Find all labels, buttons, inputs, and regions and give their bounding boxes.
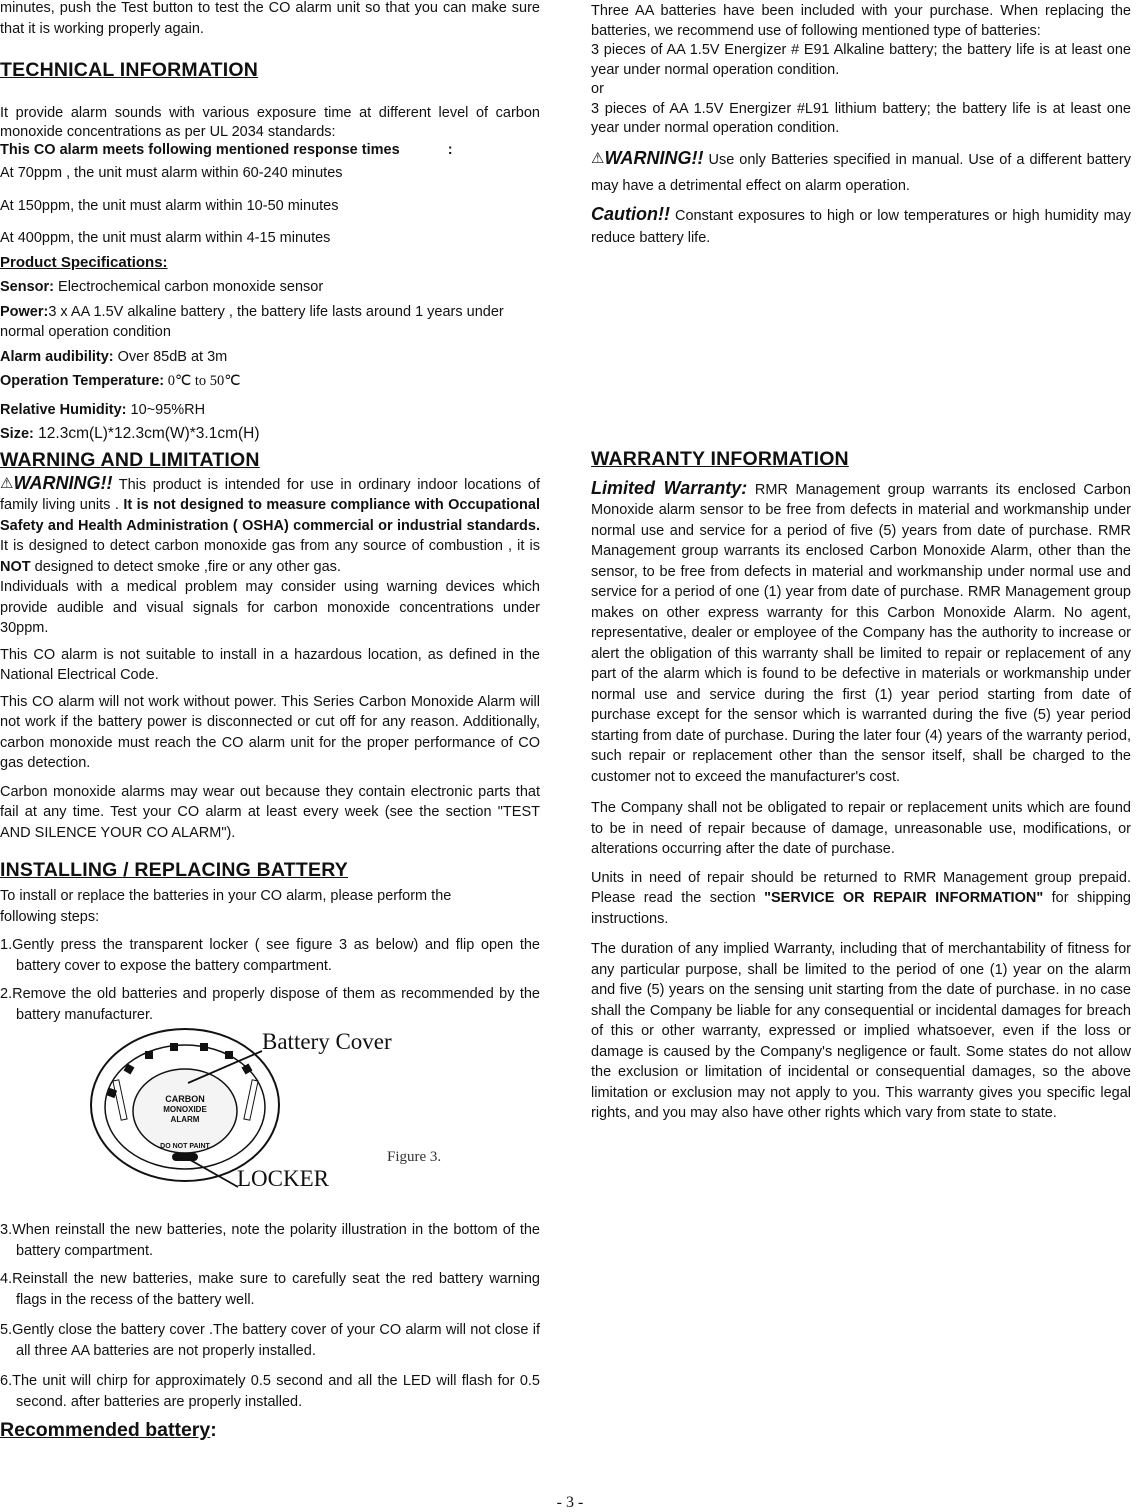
- caution-label: Caution!!: [591, 203, 670, 224]
- spec-value: 10~95%RH: [126, 401, 206, 418]
- response-times-colon: :: [447, 142, 453, 158]
- install-step-4: 4.Reinstall the new batteries, make sure to carefully seat the red battery warning flags in the recess of the battery well.: [0, 1271, 540, 1308]
- locker-label: LOCKER: [237, 1166, 329, 1191]
- warning-not-text: NOT: [0, 558, 31, 575]
- battery-option-alkaline: 3 pieces of AA 1.5V Energizer # E91 Alkaline battery; the battery life is at least one year under normal operation condition.: [591, 42, 1131, 78]
- warning-triangle-icon: ⚠: [0, 474, 14, 492]
- warning-text: It is designed to detect carbon monoxide gas from any source of combustion , it is: [0, 538, 540, 554]
- battery-cover-label: Battery Cover: [262, 1029, 392, 1054]
- intro-paragraph: minutes, push the Test button to test the CO alarm unit so that you can make sure that it is working properly again.: [0, 0, 540, 37]
- service-section-reference: "SERVICE OR REPAIR INFORMATION": [764, 890, 1044, 906]
- spec-value: 0℃ to 50℃: [164, 372, 241, 389]
- spec-relative-humidity: [0, 400, 540, 420]
- wearout-paragraph: Carbon monoxide alarms may wear out because they contain electronic parts that fail at any time. Test your CO alarm at least every week (see the section "TEST AND SILENCE YOUR CO ALARM").: [0, 783, 540, 841]
- or-text: or: [591, 81, 604, 97]
- warning-and-limitation-heading: WARNING AND LIMITATION: [0, 448, 260, 471]
- units-repair-text: for shipping instructions.: [591, 890, 1131, 927]
- warning-triangle-icon: ⚠: [591, 149, 605, 167]
- warning-label: WARNING!!: [13, 472, 113, 493]
- right-column: [591, 0, 1131, 1124]
- response-times-label: This CO alarm meets following mentioned response times: [0, 142, 400, 158]
- device-label: DO NOT PAINT: [160, 1143, 210, 1150]
- install-step-6: 6.The unit will chirp for approximately 0.5 second and all the LED will flash for 0.5 second. after batteries are properly installed.: [0, 1373, 540, 1410]
- install-intro: To install or replace the batteries in your CO alarm, please perform the following steps:: [0, 888, 452, 925]
- install-step-5: 5.Gently close the battery cover .The battery cover of your CO alarm will not close if all three AA batteries are not properly installed.: [0, 1322, 540, 1359]
- spec-value: Over 85dB at 3m: [113, 348, 228, 365]
- spec-label: Power:: [0, 303, 49, 320]
- spec-value: 3 x AA 1.5V alkaline battery , the battery life lasts around 1 years under normal operation condition: [0, 303, 504, 340]
- figure-caption: Figure 3.: [387, 1149, 442, 1165]
- caution-paragraph: [591, 203, 1131, 249]
- response-150ppm: At 150ppm, the unit must alarm within 10-50 minutes: [0, 197, 339, 214]
- units-repair-text: Units in need of repair should be returned to RMR Management group prepaid. Please read the section: [591, 869, 1131, 906]
- batteries-intro: Three AA batteries have been included with your purchase. When replacing the batteries, we recommend use of following mentioned type of batteries:: [591, 3, 1131, 39]
- spec-size: [0, 424, 540, 444]
- units-repair-paragraph: [591, 868, 1131, 930]
- spec-alarm-audibility: [0, 347, 540, 367]
- limited-warranty-label: Limited Warranty:: [591, 477, 748, 498]
- recommended-battery-colon: :: [210, 1419, 217, 1441]
- obligation-paragraph: The Company shall not be obligated to repair or replacement units which are found to be in need of repair because of damage, unreasonable use, modifications, or alterations occurring after the date of purchase.: [591, 800, 1131, 857]
- figure-3: [0, 1025, 540, 1200]
- left-column: [0, 0, 540, 1442]
- warning-label: WARNING!!: [604, 147, 704, 168]
- spec-label: Alarm audibility:: [0, 348, 114, 365]
- technical-information-heading: TECHNICAL INFORMATION: [0, 59, 259, 81]
- individuals-paragraph: Individuals with a medical problem may consider using warning devices which provide audible and visual signals for carbon monoxide concentrations under 30ppm.: [0, 579, 540, 636]
- device-label: CARBON: [165, 1094, 205, 1104]
- duration-paragraph: The duration of any implied Warranty, including that of merchantability of fitness for any particular purpose, shall be limited to the period of one (1) year on the alarm and five (5) years on the sensing unit starting from the date of purchase. in no case shall the Company be liable for any consequential or incidental damages for breach of this or other warranty, expressed or implied whatsoever, even if the loss or damage is caused by the Company's negligence or fault. Some states do not allow the exclusion or limitation of incidental or consequential damages, so the above limitation or exclusion may not apply to you. This warranty gives you specific legal rights, and you may also have other rights which vary from state to state.: [591, 941, 1131, 1121]
- spec-label: Sensor:: [0, 278, 54, 295]
- warning-paragraph: [0, 473, 540, 578]
- response-70ppm: At 70ppm , the unit must alarm within 60-240 minutes: [0, 165, 343, 181]
- limited-warranty-paragraph: [591, 478, 1131, 788]
- power-paragraph: This CO alarm will not work without power. This Series Carbon Monoxide Alarm will not work if the battery power is disconnected or cut off for any reason. Additionally, carbon monoxide must reach the CO alarm unit for the proper performance of CO gas detection.: [0, 693, 540, 771]
- page-number: - 3 -: [556, 1494, 584, 1511]
- spec-power: [0, 302, 515, 342]
- spec-label: Relative Humidity:: [0, 401, 127, 418]
- recommended-battery-label: Recommended battery: [0, 1419, 211, 1441]
- spec-label: Operation Temperature:: [0, 372, 165, 389]
- recommended-battery-heading: [0, 1419, 540, 1442]
- warning-osha-text: It is not designed to measure compliance with Occupational Safety and Health Administration ( OSHA) commercial or industrial standards.: [0, 497, 540, 534]
- spec-label: Size:: [0, 425, 34, 442]
- product-specifications-heading: Product Specifications:: [0, 253, 168, 271]
- hazard-paragraph: This CO alarm is not suitable to install in a hazardous location, as defined in the National Electrical Code.: [0, 646, 540, 683]
- device-label: ALARM: [170, 1115, 200, 1124]
- spec-value: 12.3cm(L)*12.3cm(W)*3.1cm(H): [33, 424, 260, 442]
- warning-text: designed to detect smoke ,fire or any other gas.: [30, 558, 341, 575]
- install-step-3: 3.When reinstall the new batteries, note the polarity illustration in the bottom of the battery compartment.: [0, 1222, 540, 1259]
- response-400ppm: At 400ppm, the unit must alarm within 4-15 minutes: [0, 230, 331, 246]
- battery-warning-text: Use only Batteries specified in manual. Use of a different battery may have a detrimental effect on alarm operation.: [591, 151, 1131, 194]
- installing-battery-heading: INSTALLING / REPLACING BATTERY: [0, 859, 348, 881]
- battery-option-lithium: 3 pieces of AA 1.5V Energizer #L91 lithium battery; the battery life is at least one year under normal operation condition.: [591, 100, 1131, 136]
- install-step-1: 1.Gently press the transparent locker ( see figure 3 as below) and flip open the battery cover to expose the battery compartment.: [0, 937, 540, 974]
- warning-text: This product is intended for use in ordinary indoor locations of family living units .: [0, 476, 540, 513]
- spec-value: Electrochemical carbon monoxide sensor: [54, 278, 324, 295]
- spec-sensor: [0, 277, 540, 297]
- install-step-2: 2.Remove the old batteries and properly dispose of them as recommended by the battery manufacturer.: [0, 986, 540, 1023]
- technical-paragraph: It provide alarm sounds with various exposure time at different level of carbon monoxide concentrations as per UL 2034 standards:: [0, 105, 540, 140]
- caution-text: Constant exposures to high or low temperatures or high humidity may reduce battery life.: [591, 207, 1131, 246]
- response-times-intro: [0, 142, 540, 158]
- spec-operation-temperature: [0, 371, 540, 391]
- limited-warranty-text: RMR Management group warrants its enclosed Carbon Monoxide alarm sensor to be free from defects in material and workmanship under normal use and service for a period of five (5) years from date of purchase. RMR Management group warrants its enclosed Carbon Monoxide Alarm, other than the sensor, to be free from defects in material and workmanship under normal use and service for a period of one (1) year from date of purchase. RMR Management group makes on other express warranty for this Carbon Monoxide Alarm. No agent, representative, dealer or employee of the Company has the authority to increase or alert the obligation of this warranty shall be limited to repair or replacement of any part of the alarm which is found to be defective in materials or workmanship under normal use and service during the first (1) year period starting from date of purchase except for the sensor which is warranted during the five (5) year period starting from date of purchase. During the later four (4) years of the warranty period, such repair or replacement other than the sensor itself, shall be charged to the customer not to exceed the manufacturer's cost.: [591, 481, 1131, 785]
- warranty-information-heading: WARRANTY INFORMATION: [591, 447, 849, 470]
- battery-warning-paragraph: [591, 145, 1131, 199]
- device-label: MONOXIDE: [163, 1105, 207, 1114]
